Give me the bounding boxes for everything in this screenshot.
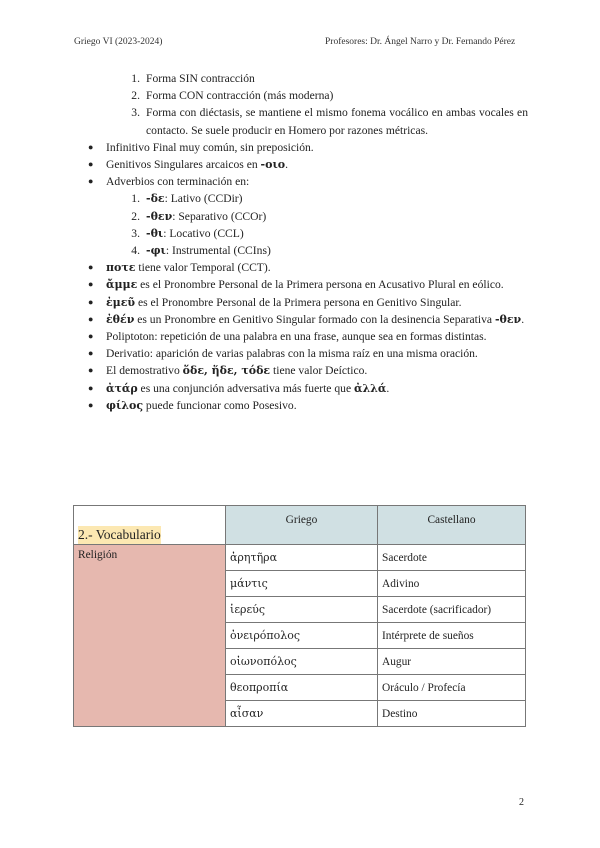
- greek-word: θεοπροπία: [226, 675, 378, 701]
- list-number: 4.: [131, 244, 140, 258]
- bullet-icon: ●: [88, 279, 94, 290]
- list-item: [74, 242, 528, 259]
- spanish-translation: Augur: [378, 649, 526, 675]
- greek-term: φίλος: [106, 398, 144, 412]
- list-text: Forma CON contracción (más moderna): [146, 89, 334, 103]
- bullet-icon: ●: [88, 313, 94, 324]
- greek-term: ποτε: [106, 261, 136, 275]
- text-run: es una conjunción adversativa más fuerte que: [137, 381, 354, 395]
- list-item: [74, 104, 528, 138]
- greek-term: -δε: [146, 192, 165, 206]
- list-item: [74, 87, 528, 104]
- bullet-icon: ●: [88, 382, 94, 393]
- text-run: es un Pronombre en Genitivo Singular formado con la desinencia Separativa: [134, 312, 495, 326]
- greek-term: ἐθέν: [106, 312, 135, 326]
- bullet-item: [74, 294, 528, 311]
- bullet-text: [106, 259, 528, 276]
- bullet-text: Derivatio: aparición de varias palabras con la misma raíz en una misma oración.: [106, 347, 478, 361]
- list-item: [74, 190, 528, 207]
- bullet-icon: ●: [88, 399, 94, 410]
- vocabulary-table: [73, 505, 526, 727]
- bullet-text: [106, 397, 528, 414]
- greek-term: -θι: [146, 226, 164, 240]
- category-cell: Religión: [74, 545, 226, 727]
- page-number: 2: [519, 797, 524, 808]
- greek-term: ἐμεῦ: [106, 295, 136, 309]
- list-number: 1.: [131, 72, 140, 85]
- text-run: : Separativo (CCOr): [172, 209, 267, 223]
- list-text: Forma SIN contracción: [146, 72, 255, 85]
- bullet-item: [74, 156, 528, 173]
- bullet-item: [74, 362, 528, 379]
- spanish-translation: Destino: [378, 701, 526, 727]
- bullet-icon: ●: [88, 262, 94, 273]
- text-run: tiene valor Temporal (CCT).: [135, 261, 271, 275]
- bullet-icon: ●: [88, 331, 94, 342]
- bullet-item: [74, 259, 528, 276]
- list-text: [146, 190, 528, 207]
- greek-term: -οιο: [260, 158, 286, 172]
- bullet-text: [106, 276, 528, 293]
- greek-term: ἀτάρ: [106, 381, 138, 395]
- text-run: es el Pronombre Personal de la Primera persona en Genitivo Singular.: [135, 295, 462, 309]
- text-run: El demostrativo: [106, 364, 183, 378]
- bullet-icon: ●: [88, 159, 94, 170]
- bullet-text: [106, 311, 528, 328]
- table-row: [74, 545, 526, 571]
- bullet-text: Infinitivo Final muy común, sin preposición.: [106, 140, 314, 154]
- bullet-text: [106, 380, 528, 397]
- list-text: [146, 208, 528, 225]
- spanish-translation: Intérprete de sueños: [378, 623, 526, 649]
- header-professors: Profesores: Dr. Ángel Narro y Dr. Fernando Pérez: [325, 37, 516, 47]
- list-text: Forma con diéctasis, se mantiene el mismo fonema vocálico en ambas vocales en contacto. Se suele producir en Homero por razones métricas.: [146, 106, 528, 137]
- bullet-icon: ●: [88, 365, 94, 376]
- bullet-icon: ●: [88, 296, 94, 307]
- list-text: [146, 225, 528, 242]
- text-run: : Locativo (CCL): [163, 226, 244, 240]
- notes-body: [74, 70, 528, 414]
- text-run: tiene valor Deíctico.: [270, 364, 368, 378]
- greek-term: -θεν: [146, 209, 173, 223]
- section-title-cell: [74, 506, 226, 545]
- bullet-item: [74, 173, 528, 190]
- column-header-castellano: Castellano: [378, 506, 526, 545]
- bullet-item: [74, 397, 528, 414]
- bullet-item: [74, 276, 528, 293]
- text-run: .: [521, 312, 525, 326]
- bullet-item: [74, 328, 528, 345]
- header-course: Griego VI (2023-2024): [74, 37, 163, 47]
- list-number: 3.: [131, 226, 140, 240]
- spanish-translation: Sacerdote (sacrificador): [378, 597, 526, 623]
- greek-word: ἱερεύς: [226, 597, 378, 623]
- greek-word: μάντις: [226, 571, 378, 597]
- greek-term: ἀλλά: [354, 381, 387, 395]
- bullet-text: Adverbios con terminación en:: [106, 175, 250, 189]
- spanish-translation: Oráculo / Profecía: [378, 675, 526, 701]
- text-run: puede funcionar como Posesivo.: [143, 398, 297, 412]
- bullet-text: Poliptoton: repetición de una palabra en una frase, aunque sea en formas distintas.: [106, 330, 487, 344]
- greek-term: ὅδε, ἥδε, τόδε: [182, 364, 271, 378]
- text-run: : Instrumental (CCIns): [165, 244, 271, 258]
- section-title: 2.- Vocabulario: [78, 527, 161, 542]
- bullet-item: [74, 311, 528, 328]
- greek-term: -φι: [146, 244, 166, 258]
- bullet-text: [106, 362, 528, 379]
- spanish-translation: Sacerdote: [378, 545, 526, 571]
- bullet-icon: ●: [88, 348, 94, 359]
- greek-word: ὀνειρόπολος: [226, 623, 378, 649]
- text-run: : Lativo (CCDir): [164, 192, 243, 206]
- greek-term: ἄμμε: [106, 278, 138, 292]
- bullet-item: [74, 380, 528, 397]
- greek-word: οἰωνοπόλος: [226, 649, 378, 675]
- list-number: 3.: [131, 106, 140, 120]
- list-number: 1.: [131, 192, 140, 206]
- greek-term: -θεν: [494, 312, 522, 326]
- list-number: 2.: [131, 209, 140, 223]
- spanish-translation: Adivino: [378, 571, 526, 597]
- bullet-item: [74, 139, 528, 156]
- bullet-text: [106, 294, 528, 311]
- bullet-item: [74, 345, 528, 362]
- list-number: 2.: [131, 89, 140, 103]
- text-run: .: [285, 158, 289, 172]
- greek-word: ἀρητῆρα: [226, 545, 378, 571]
- text-run: es el Pronombre Personal de la Primera persona en Acusativo Plural en eólico.: [137, 278, 504, 292]
- bullet-icon: ●: [88, 141, 94, 152]
- text-run: Genitivos Singulares arcaicos en: [106, 158, 261, 172]
- list-item: [74, 70, 528, 87]
- list-item: [74, 208, 528, 225]
- list-text: [146, 242, 528, 259]
- text-run: .: [386, 381, 390, 395]
- column-header-greek: Griego: [226, 506, 378, 545]
- greek-word: αἶσαν: [226, 701, 378, 727]
- bullet-icon: ●: [88, 176, 94, 187]
- list-item: [74, 225, 528, 242]
- bullet-text: [106, 156, 528, 173]
- table-header-row: [74, 506, 526, 545]
